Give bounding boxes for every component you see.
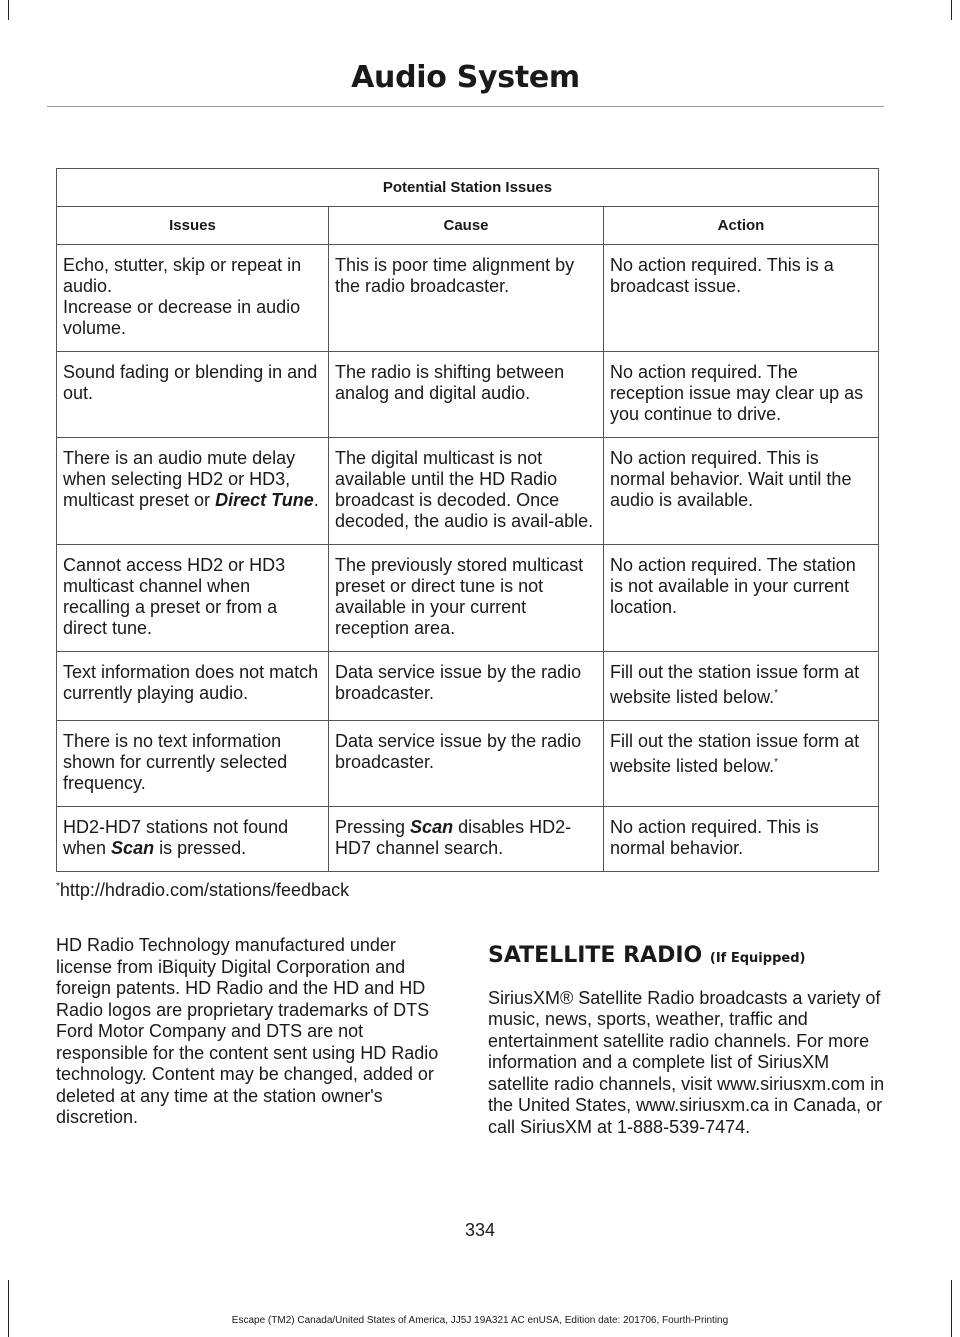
- page-header: [47, 60, 884, 107]
- cell-text: HD2-HD7 stations not found when: [63, 817, 289, 858]
- cell-text: Data service issue by the radio broadcaster.: [335, 662, 582, 703]
- cell-text: The digital multicast is not available until the HD Radio broadcast is decoded. Once decoded, the audio is avail-able.: [335, 448, 594, 531]
- crop-mark-bottom-right: [951, 1280, 952, 1337]
- table-row: [57, 652, 879, 721]
- action-cell: [604, 545, 879, 652]
- edition-footer: Escape (TM2) Canada/United States of America, JJ5J 19A321 AC enUSA, Edition date: 201706, Fourth-Printing: [231, 1315, 729, 1326]
- cell-text: No action required. The station is not available in your current location.: [610, 555, 856, 617]
- action-cell: [604, 652, 879, 721]
- satellite-radio-section: [488, 945, 888, 1138]
- footnote-marker: *: [774, 757, 778, 768]
- section-title-text: SATELLITE RADIO: [488, 943, 703, 968]
- action-cell: [604, 721, 879, 807]
- cause-cell: [329, 245, 604, 352]
- direct-tune-term: Direct Tune: [215, 490, 314, 510]
- action-cell: [604, 438, 879, 545]
- footnote-marker: *: [56, 881, 60, 892]
- cell-text: No action required. This is a broadcast issue.: [610, 255, 834, 296]
- satellite-radio-body: SiriusXM® Satellite Radio broadcasts a variety of music, news, sports, weather, traffic and entertainment satellite radio channels. For more information and a complete list of SiriusXM satellite radio channels, visit www.siriusxm.com in the United States, www.siriusxm.ca in Canada, or call SiriusXM at 1-888-539-7474.: [488, 987, 885, 1137]
- cell-text: No action required. This is normal behavior.: [610, 817, 819, 858]
- cell-text: Echo, stutter, skip or repeat in audio.: [63, 255, 302, 296]
- issue-cell: [57, 545, 329, 652]
- issue-cell: [57, 438, 329, 545]
- footnote-url: http://hdradio.com/stations/feedback: [59, 880, 350, 900]
- table-row: [57, 352, 879, 438]
- column-header-cause: Cause: [329, 207, 604, 245]
- table-row: [57, 807, 879, 872]
- column-header-issues: Issues: [57, 207, 329, 245]
- issue-cell: [57, 352, 329, 438]
- table-row: [57, 545, 879, 652]
- cell-text: No action required. This is normal behavior. Wait until the audio is available.: [610, 448, 852, 510]
- cell-text: is pressed.: [159, 838, 247, 858]
- action-cell: [604, 352, 879, 438]
- crop-mark-top-right: [951, 0, 952, 20]
- cause-cell: [329, 545, 604, 652]
- cause-cell: [329, 438, 604, 545]
- issue-cell: [57, 245, 329, 352]
- cell-text: The previously stored multicast preset or direct tune is not available in your current reception area.: [335, 555, 584, 638]
- table-row: [57, 438, 879, 545]
- action-cell: [604, 807, 879, 872]
- cause-cell: [329, 721, 604, 807]
- cell-text: No action required. The reception issue may clear up as you continue to drive.: [610, 362, 864, 424]
- action-cell: [604, 245, 879, 352]
- hd-radio-disclaimer: HD Radio Technology manufactured under license from iBiquity Digital Corporation and foreign patents. HD Radio and the HD and HD Radio logos are proprietary trademarks of DTS Ford Motor Company and DTS are not responsible for the content sent using HD Radio technology. Content may be changed, added or deleted at any time at the station owner's discretion.: [56, 935, 439, 1127]
- cell-text: Data service issue by the radio broadcaster.: [335, 731, 582, 772]
- cell-text: Pressing: [335, 817, 406, 837]
- cell-text: Cannot access HD2 or HD3 multicast channel when recalling a preset or from a direct tune.: [63, 555, 286, 638]
- issue-cell: [57, 721, 329, 807]
- cell-text: Text information does not match currently playing audio.: [63, 662, 319, 703]
- cell-text: Increase or decrease in audio volume.: [63, 297, 301, 338]
- table-row: [57, 721, 879, 807]
- cell-text: Sound fading or blending in and out.: [63, 362, 318, 403]
- scan-term: Scan: [111, 838, 155, 858]
- cell-text: .: [313, 490, 319, 510]
- crop-mark-top-left: [8, 0, 9, 20]
- cell-text: Fill out the station issue form at website listed below.: [610, 731, 860, 776]
- table-title: Potential Station Issues: [57, 169, 879, 207]
- table-row: [57, 245, 879, 352]
- station-issues-table: [56, 168, 879, 872]
- cause-cell: [329, 352, 604, 438]
- table-footnote: [56, 880, 349, 901]
- cell-text: disables HD2-HD7 channel search.: [335, 817, 572, 858]
- page-number: 334: [464, 1220, 496, 1240]
- section-title: [488, 945, 888, 970]
- cell-text: The radio is shifting between analog and digital audio.: [335, 362, 565, 403]
- cause-cell: [329, 652, 604, 721]
- footnote-marker: *: [774, 688, 778, 699]
- scan-term: Scan: [410, 817, 454, 837]
- cell-text: This is poor time alignment by the radio broadcaster.: [335, 255, 575, 296]
- if-equipped-note: (If Equipped): [709, 951, 806, 966]
- column-header-action: Action: [604, 207, 879, 245]
- issue-cell: [57, 652, 329, 721]
- cell-text: Fill out the station issue form at website listed below.: [610, 662, 860, 707]
- cause-cell: [329, 807, 604, 872]
- cell-text: There is an audio mute delay when selecting HD2 or HD3, multicast preset or: [63, 448, 296, 510]
- issue-cell: [57, 807, 329, 872]
- cell-text: There is no text information shown for currently selected frequency.: [63, 731, 288, 793]
- crop-mark-bottom-left: [8, 1280, 9, 1337]
- page-title: Audio System: [351, 60, 580, 95]
